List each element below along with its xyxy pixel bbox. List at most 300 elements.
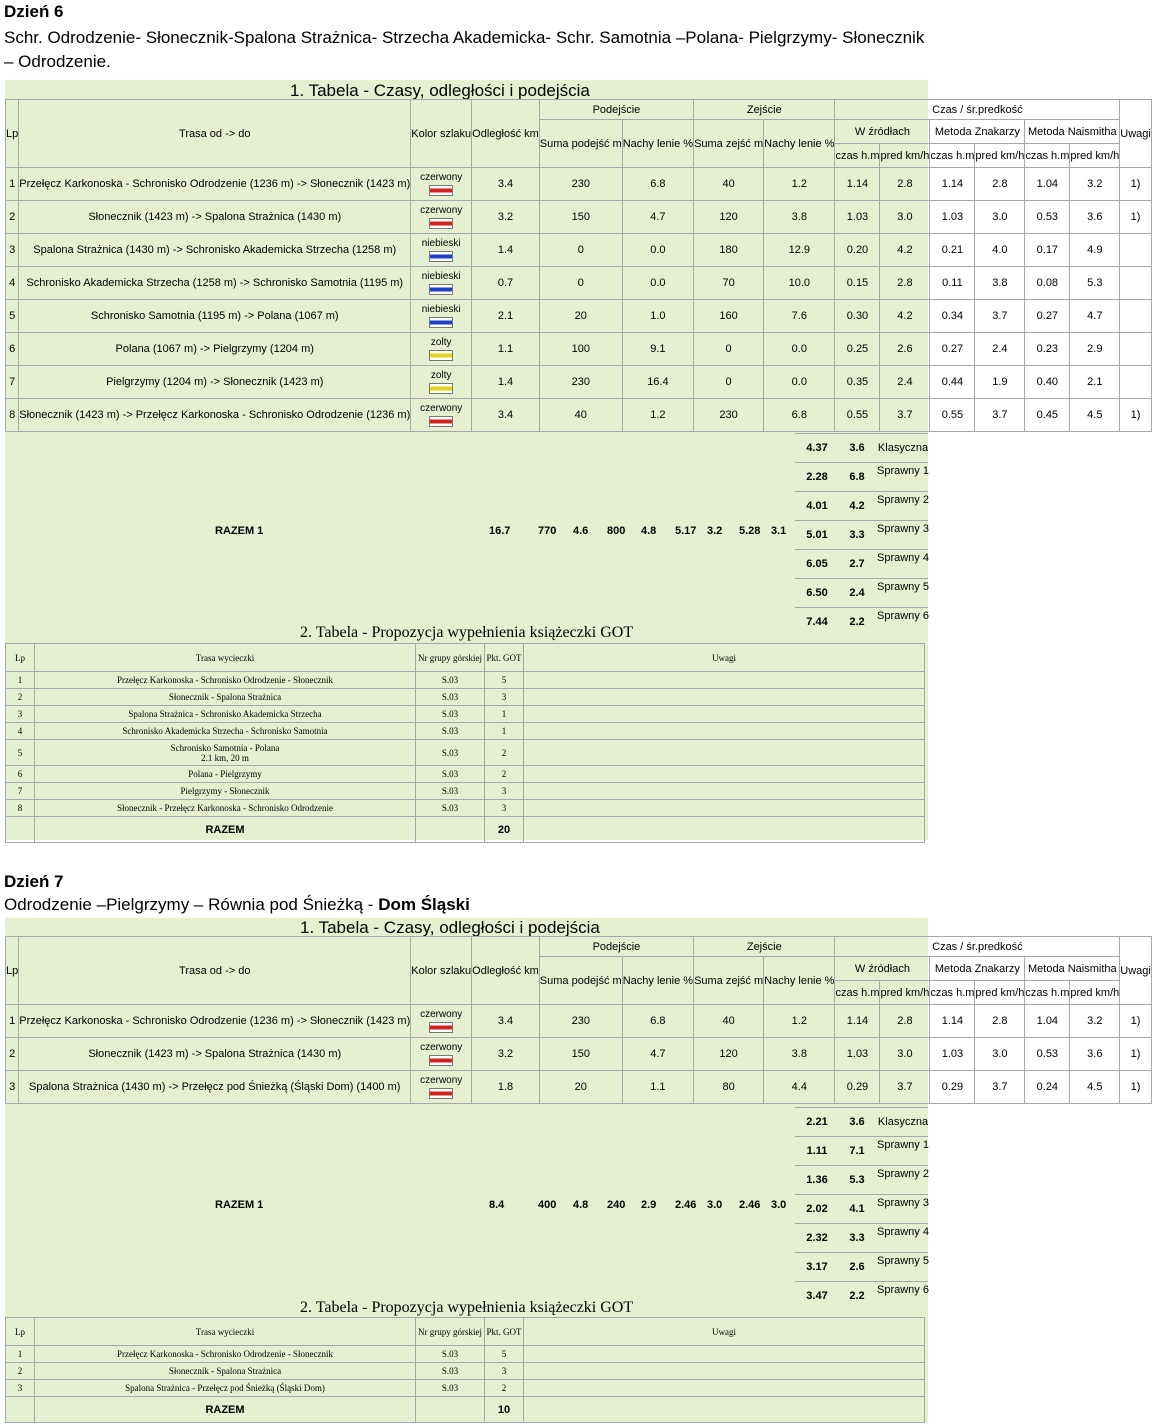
row-lp: 6 xyxy=(6,333,19,366)
row-sz: 40 xyxy=(694,168,764,201)
naismith-pred: 2.2 xyxy=(849,1289,865,1302)
got-trasa: Spalona Strażnica - Schronisko Akademicka Strzecha xyxy=(35,706,416,723)
got-pkt: 3 xyxy=(485,800,524,817)
naismith-pred: 4.2 xyxy=(849,499,865,512)
naismith-czas: 2.28 xyxy=(806,470,828,483)
naismith-czas: 1.36 xyxy=(806,1173,828,1186)
got-pkt: 3 xyxy=(485,689,524,706)
row-sz: 0 xyxy=(694,366,764,399)
row-np2: 4.9 xyxy=(1070,234,1120,267)
row-trasa: Słonecznik (1423 m) -> Spalona Strażnica (1430 m) xyxy=(19,201,411,234)
row-sz: 120 xyxy=(694,201,764,234)
row-wc: 1.03 xyxy=(835,1038,880,1071)
naismith-pred: 3.6 xyxy=(849,441,865,454)
row-np: 0.0 xyxy=(622,267,693,300)
naismith-pred: 3.3 xyxy=(849,528,865,541)
naismith-uwagi: Sprawny 6 xyxy=(877,610,929,622)
row-lp: 2 xyxy=(6,1038,19,1071)
header-znakarzy: Metoda Znakarzy xyxy=(930,957,1025,981)
got-uwagi xyxy=(524,672,925,689)
row-nc: 1.04 xyxy=(1025,168,1070,201)
header-zrodla: W źródłach xyxy=(835,957,930,981)
got-row xyxy=(6,706,925,723)
razem-label: RAZEM 1 xyxy=(215,1199,264,1211)
trail-marker-icon xyxy=(429,185,453,196)
row-np2: 3.2 xyxy=(1070,1005,1120,1038)
row-lp: 7 xyxy=(6,366,19,399)
trail-marker-icon xyxy=(429,416,453,427)
header-czas-hm: czas h.m xyxy=(930,981,975,1005)
row-np: 1.1 xyxy=(622,1071,693,1104)
row-np2: 2.9 xyxy=(1070,333,1120,366)
got-uwagi xyxy=(524,689,925,706)
row-wp: 2.8 xyxy=(880,168,930,201)
got-grupa: S.03 xyxy=(416,723,485,740)
row-uw xyxy=(1120,234,1152,267)
day6-route-line1: Schr. Odrodzenie- Słonecznik-Spalona Strażnica- Strzecha Akademicka- Schr. Samotnia –Polana- Pielgrzymy- Słonecznik xyxy=(4,28,925,47)
got-razem-label: RAZEM xyxy=(35,817,416,843)
row-wc: 0.55 xyxy=(835,399,880,432)
naismith-row xyxy=(795,549,928,579)
naismith-pred: 4.1 xyxy=(849,1202,865,1215)
naismith-pred: 2.2 xyxy=(849,615,865,628)
row-trasa: Polana (1067 m) -> Pielgrzymy (1204 m) xyxy=(19,333,411,366)
header-czas: Czas / śr.predkość xyxy=(835,937,1120,957)
naismith-czas: 2.32 xyxy=(806,1231,828,1244)
naismith-uwagi: Sprawny 1 xyxy=(877,1139,929,1151)
razem-wc: 2.46 xyxy=(675,1199,697,1211)
day7-totals xyxy=(5,1107,928,1310)
naismith-pred: 2.4 xyxy=(849,586,865,599)
got-trasa: Słonecznik - Przełęcz Karkonoska - Schronisko Odrodzenie xyxy=(35,800,416,817)
got-grupa: S.03 xyxy=(416,672,485,689)
row-km: 3.2 xyxy=(472,1038,540,1071)
header-odleglosc: Odległość km xyxy=(472,100,540,168)
row-trasa: Słonecznik (1423 m) -> Spalona Strażnica (1430 m) xyxy=(19,1038,411,1071)
row-kolor xyxy=(411,366,472,399)
got-pkt: 2 xyxy=(485,740,524,766)
got-trasa: Schronisko Akademicka Strzecha - Schronisko Samotnia xyxy=(35,723,416,740)
row-wc: 1.14 xyxy=(835,1005,880,1038)
naismith-pred: 3.3 xyxy=(849,1231,865,1244)
trail-color-name: zolty xyxy=(430,370,452,382)
razem-wc: 5.17 xyxy=(675,525,697,537)
row-uw xyxy=(1120,333,1152,366)
got-pkt: 2 xyxy=(485,1380,524,1397)
razem-zp: 3.0 xyxy=(771,1199,787,1211)
naismith-uwagi: Sprawny 3 xyxy=(877,1197,929,1209)
row-lp: 3 xyxy=(6,234,19,267)
row-np2: 4.5 xyxy=(1070,1071,1120,1104)
got-lp: 3 xyxy=(6,1380,35,1397)
row-nz: 0.0 xyxy=(764,366,835,399)
row-uw: 1) xyxy=(1120,1038,1152,1071)
row-wc: 0.15 xyxy=(835,267,880,300)
row-sp: 40 xyxy=(539,399,622,432)
header-suma-zejsc: Suma zejść m xyxy=(694,957,764,1005)
row-nc: 0.53 xyxy=(1025,201,1070,234)
naismith-row xyxy=(795,491,928,521)
got-grupa: S.03 xyxy=(416,1346,485,1363)
naismith-czas: 7.44 xyxy=(806,615,828,628)
row-wp: 4.2 xyxy=(880,234,930,267)
row-np: 0.0 xyxy=(622,234,693,267)
row-nz: 10.0 xyxy=(764,267,835,300)
day7-got-table xyxy=(5,1317,925,1423)
naismith-row xyxy=(795,462,928,492)
razem-np: 4.6 xyxy=(573,525,589,537)
row-lp: 4 xyxy=(6,267,19,300)
row-lp: 8 xyxy=(6,399,19,432)
got-row xyxy=(6,783,925,800)
trail-marker-icon xyxy=(429,218,453,229)
header-pred: pred km/h xyxy=(1070,981,1120,1005)
row-lp: 1 xyxy=(6,1005,19,1038)
got-uwagi xyxy=(524,723,925,740)
row-km: 3.4 xyxy=(472,168,540,201)
got-row xyxy=(6,672,925,689)
got-row xyxy=(6,800,925,817)
got-lp: 2 xyxy=(6,1363,35,1380)
row-sp: 100 xyxy=(539,333,622,366)
trail-color-name: niebieski xyxy=(421,271,461,283)
row-wc: 1.03 xyxy=(835,201,880,234)
row-sz: 180 xyxy=(694,234,764,267)
row-wc: 1.14 xyxy=(835,168,880,201)
table-row xyxy=(6,300,1152,333)
row-nz: 12.9 xyxy=(764,234,835,267)
trail-marker-icon xyxy=(429,383,453,394)
row-nz: 3.8 xyxy=(764,1038,835,1071)
naismith-pred: 3.6 xyxy=(849,1115,865,1128)
table-row xyxy=(6,168,1152,201)
row-uw xyxy=(1120,366,1152,399)
day7-route xyxy=(4,893,954,917)
trail-color-name: czerwony xyxy=(420,403,463,415)
naismith-czas: 2.02 xyxy=(806,1202,828,1215)
header-czas-hm: czas h.m xyxy=(1025,981,1070,1005)
got-grupa: S.03 xyxy=(416,740,485,766)
got-lp: 4 xyxy=(6,723,35,740)
header-naismitha: Metoda Naismitha xyxy=(1025,120,1120,144)
got-header-trasa: Trasa wycieczki xyxy=(35,1318,416,1346)
razem-sp: 400 xyxy=(538,1199,557,1211)
got-razem-pkt: 20 xyxy=(485,817,524,843)
trail-marker-icon xyxy=(429,1022,453,1033)
row-nc: 0.45 xyxy=(1025,399,1070,432)
row-wp: 2.6 xyxy=(880,333,930,366)
header-czas-hm: czas h.m xyxy=(835,144,880,168)
trail-color-name: niebieski xyxy=(421,304,461,316)
got-lp: 5 xyxy=(6,740,35,766)
naismith-uwagi: Sprawny 4 xyxy=(877,1226,929,1238)
razem-zp: 3.1 xyxy=(771,525,787,537)
got-trasa: Słonecznik - Spalona Strażnica xyxy=(35,689,416,706)
row-nz: 3.8 xyxy=(764,201,835,234)
got-lp: 1 xyxy=(6,672,35,689)
row-zc: 1.03 xyxy=(930,1038,975,1071)
row-np: 9.1 xyxy=(622,333,693,366)
table-row xyxy=(6,267,1152,300)
trail-marker-icon xyxy=(429,317,453,328)
day7-route-plain: Odrodzenie –Pielgrzymy – Równia pod Śnieżką - xyxy=(4,895,379,914)
naismith-row xyxy=(795,1194,928,1224)
naismith-czas: 2.21 xyxy=(806,1115,828,1128)
trail-color-name: czerwony xyxy=(420,1042,463,1054)
got-header-lp: Lp xyxy=(6,644,35,672)
got-uwagi xyxy=(524,800,925,817)
row-km: 3.2 xyxy=(472,201,540,234)
header-pred: pred km/h xyxy=(880,144,930,168)
got-header-uwagi: Uwagi xyxy=(524,1318,925,1346)
header-znakarzy: Metoda Znakarzy xyxy=(930,120,1025,144)
naismith-pred: 2.6 xyxy=(849,1260,865,1273)
row-nc: 0.53 xyxy=(1025,1038,1070,1071)
table-row xyxy=(6,366,1152,399)
row-zc: 1.14 xyxy=(930,168,975,201)
razem-sz: 240 xyxy=(607,1199,626,1211)
row-wc: 0.20 xyxy=(835,234,880,267)
row-uw: 1) xyxy=(1120,399,1152,432)
row-np: 6.8 xyxy=(622,168,693,201)
razem-zc: 5.28 xyxy=(739,525,761,537)
got-trasa xyxy=(35,740,416,766)
row-np2: 4.5 xyxy=(1070,399,1120,432)
header-nachylenie-pod: Nachy lenie % xyxy=(622,120,693,168)
naismith-czas: 5.01 xyxy=(806,528,828,541)
naismith-uwagi: Sprawny 2 xyxy=(877,494,929,506)
row-kolor xyxy=(411,333,472,366)
row-sp: 230 xyxy=(539,168,622,201)
day7-table1-title: 1. Tabela - Czasy, odległości i podejścia xyxy=(300,918,600,937)
row-zc: 0.11 xyxy=(930,267,975,300)
razem-sp: 770 xyxy=(538,525,557,537)
day6-totals xyxy=(5,433,928,636)
got-uwagi xyxy=(524,1346,925,1363)
day6-title: Dzień 6 xyxy=(4,2,64,21)
table-row xyxy=(6,234,1152,267)
row-nc: 0.23 xyxy=(1025,333,1070,366)
naismith-czas: 3.47 xyxy=(806,1289,828,1302)
naismith-row xyxy=(795,1281,928,1311)
razem-nz: 4.8 xyxy=(641,525,657,537)
row-wp: 3.0 xyxy=(880,201,930,234)
got-pkt: 5 xyxy=(485,672,524,689)
row-np: 1.2 xyxy=(622,399,693,432)
got-row xyxy=(6,740,925,766)
table-row xyxy=(6,1038,1152,1071)
razem-np: 4.8 xyxy=(573,1199,589,1211)
row-km: 1.4 xyxy=(472,366,540,399)
trail-marker-icon xyxy=(429,251,453,262)
row-zc: 0.27 xyxy=(930,333,975,366)
row-zc: 0.34 xyxy=(930,300,975,333)
row-zc: 1.14 xyxy=(930,1005,975,1038)
row-np2: 5.3 xyxy=(1070,267,1120,300)
row-wp: 3.0 xyxy=(880,1038,930,1071)
header-lp: Lp xyxy=(6,937,19,1005)
trail-color-name: czerwony xyxy=(420,172,463,184)
row-lp: 5 xyxy=(6,300,19,333)
day6-route-line2: – Odrodzenie. xyxy=(4,52,111,71)
row-km: 1.4 xyxy=(472,234,540,267)
row-zp: 3.7 xyxy=(975,399,1025,432)
razem-wp: 3.0 xyxy=(707,1199,723,1211)
row-kolor xyxy=(411,1038,472,1071)
row-uw: 1) xyxy=(1120,1071,1152,1104)
naismith-row xyxy=(795,607,928,637)
row-nz: 1.2 xyxy=(764,1005,835,1038)
got-pkt: 3 xyxy=(485,1363,524,1380)
row-zp: 2.8 xyxy=(975,168,1025,201)
naismith-row xyxy=(795,578,928,608)
row-np: 16.4 xyxy=(622,366,693,399)
row-np2: 3.6 xyxy=(1070,1038,1120,1071)
header-pred: pred km/h xyxy=(1070,144,1120,168)
row-trasa: Schronisko Akademicka Strzecha (1258 m) -> Schronisko Samotnia (1195 m) xyxy=(19,267,411,300)
header-pred: pred km/h xyxy=(975,981,1025,1005)
row-trasa: Schronisko Samotnia (1195 m) -> Polana (1067 m) xyxy=(19,300,411,333)
row-kolor xyxy=(411,1071,472,1104)
got-uwagi xyxy=(524,1380,925,1397)
row-km: 1.8 xyxy=(472,1071,540,1104)
row-nz: 4.4 xyxy=(764,1071,835,1104)
row-lp: 2 xyxy=(6,201,19,234)
got-grupa: S.03 xyxy=(416,706,485,723)
row-sp: 230 xyxy=(539,366,622,399)
row-nc: 0.17 xyxy=(1025,234,1070,267)
naismith-czas: 3.17 xyxy=(806,1260,828,1273)
got-pkt: 5 xyxy=(485,1346,524,1363)
table-row xyxy=(6,333,1152,366)
naismith-uwagi: Sprawny 5 xyxy=(877,1255,929,1267)
got-grupa: S.03 xyxy=(416,800,485,817)
row-wc: 0.30 xyxy=(835,300,880,333)
header-czas-hm: czas h.m xyxy=(930,144,975,168)
row-np: 1.0 xyxy=(622,300,693,333)
got-header-uwagi: Uwagi xyxy=(524,644,925,672)
naismith-row xyxy=(795,1252,928,1282)
got-grupa: S.03 xyxy=(416,1380,485,1397)
header-kolor: Kolor szlaku xyxy=(411,100,472,168)
header-suma-podejsc: Suma podejść m xyxy=(539,957,622,1005)
row-kolor xyxy=(411,201,472,234)
naismith-czas: 6.50 xyxy=(806,586,828,599)
row-nc: 1.04 xyxy=(1025,1005,1070,1038)
header-podejscie: Podejście xyxy=(539,100,693,120)
row-trasa: Przełęcz Karkonoska - Schronisko Odrodzenie (1236 m) -> Słonecznik (1423 m) xyxy=(19,1005,411,1038)
naismith-row xyxy=(795,1165,928,1195)
naismith-pred: 7.1 xyxy=(849,1144,865,1157)
row-kolor xyxy=(411,267,472,300)
day7-table2-title: 2. Tabela - Propozycja wypełnienia książeczki GOT xyxy=(300,1299,634,1316)
naismith-uwagi: Sprawny 3 xyxy=(877,523,929,535)
naismith-uwagi: Sprawny 2 xyxy=(877,1168,929,1180)
row-zp: 2.4 xyxy=(975,333,1025,366)
row-kolor xyxy=(411,399,472,432)
row-sz: 0 xyxy=(694,333,764,366)
got-grupa: S.03 xyxy=(416,766,485,783)
row-sp: 150 xyxy=(539,201,622,234)
row-km: 0.7 xyxy=(472,267,540,300)
header-odleglosc: Odległość km xyxy=(472,937,540,1005)
row-zc: 0.44 xyxy=(930,366,975,399)
got-header-pkt: Pkt. GOT xyxy=(485,1318,524,1346)
day7-times-table xyxy=(5,936,1152,1104)
naismith-row xyxy=(795,520,928,550)
got-pkt: 2 xyxy=(485,766,524,783)
row-sp: 0 xyxy=(539,234,622,267)
naismith-uwagi: Klasyczna xyxy=(877,441,929,454)
row-lp: 1 xyxy=(6,168,19,201)
row-sp: 230 xyxy=(539,1005,622,1038)
got-lp: 8 xyxy=(6,800,35,817)
row-sz: 230 xyxy=(694,399,764,432)
row-np: 4.7 xyxy=(622,201,693,234)
day7-route-bold: Dom Śląski xyxy=(378,895,470,914)
day6-times-table xyxy=(5,99,1152,432)
row-nz: 6.8 xyxy=(764,399,835,432)
row-km: 3.4 xyxy=(472,1005,540,1038)
naismith-row xyxy=(795,1107,928,1137)
razem-sz: 800 xyxy=(607,525,626,537)
naismith-uwagi: Sprawny 4 xyxy=(877,552,929,564)
row-wc: 0.25 xyxy=(835,333,880,366)
got-trasa: Pielgrzymy - Słonecznik xyxy=(35,783,416,800)
naismith-pred: 5.3 xyxy=(849,1173,865,1186)
table-row xyxy=(6,399,1152,432)
got-header-pkt: Pkt. GOT xyxy=(485,644,524,672)
header-czas-hm: czas h.m xyxy=(1025,144,1070,168)
naismith-czas: 6.05 xyxy=(806,557,828,570)
trail-marker-icon xyxy=(429,284,453,295)
row-kolor xyxy=(411,300,472,333)
row-trasa: Spalona Strażnica (1430 m) -> Schronisko Akademicka Strzecha (1258 m) xyxy=(19,234,411,267)
got-razem-pkt: 10 xyxy=(485,1397,524,1423)
header-trasa: Trasa od -> do xyxy=(19,937,411,1005)
got-uwagi xyxy=(524,1363,925,1380)
row-wp: 4.2 xyxy=(880,300,930,333)
got-lp: 7 xyxy=(6,783,35,800)
got-row xyxy=(6,1346,925,1363)
header-czas: Czas / śr.predkość xyxy=(835,100,1120,120)
row-zp: 3.7 xyxy=(975,300,1025,333)
row-wp: 2.8 xyxy=(880,267,930,300)
day6-table2-title: 2. Tabela - Propozycja wypełnienia książeczki GOT xyxy=(300,624,634,641)
table-row xyxy=(6,1005,1152,1038)
header-uwagi: Uwagi xyxy=(1120,937,1152,1005)
row-zc: 0.55 xyxy=(930,399,975,432)
day7-title: Dzień 7 xyxy=(4,872,64,891)
row-np2: 3.2 xyxy=(1070,168,1120,201)
header-nachylenie-pod: Nachy lenie % xyxy=(622,957,693,1005)
header-zejscie: Zejście xyxy=(694,100,835,120)
header-zrodla: W źródłach xyxy=(835,120,930,144)
got-razem-label: RAZEM xyxy=(35,1397,416,1423)
header-pred: pred km/h xyxy=(975,144,1025,168)
row-kolor xyxy=(411,1005,472,1038)
got-lp: 3 xyxy=(6,706,35,723)
row-nc: 0.40 xyxy=(1025,366,1070,399)
trail-marker-icon xyxy=(429,1088,453,1099)
row-km: 3.4 xyxy=(472,399,540,432)
row-np2: 2.1 xyxy=(1070,366,1120,399)
header-podejscie: Podejście xyxy=(539,937,693,957)
row-trasa: Przełęcz Karkonoska - Schronisko Odrodzenie (1236 m) -> Słonecznik (1423 m) xyxy=(19,168,411,201)
row-km: 1.1 xyxy=(472,333,540,366)
got-lp: 6 xyxy=(6,766,35,783)
row-nc: 0.08 xyxy=(1025,267,1070,300)
